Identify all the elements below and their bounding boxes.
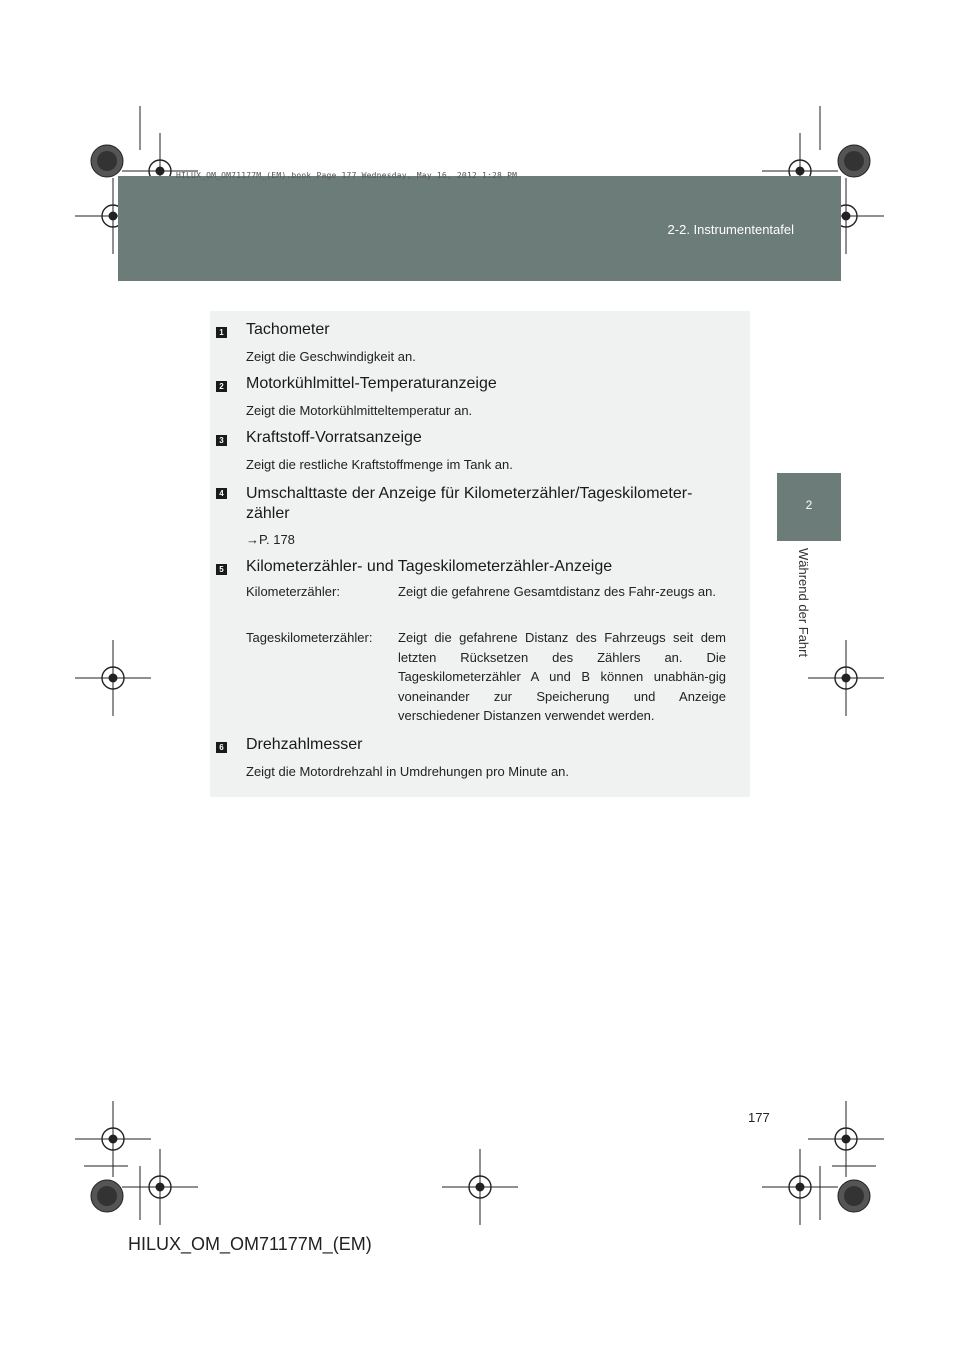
item-description: Zeigt die restliche Kraftstoffmenge im Tank an. (246, 457, 513, 472)
registration-burst-icon (838, 145, 870, 177)
registration-burst-icon (91, 1180, 123, 1212)
item-marker: 3 (216, 435, 227, 446)
item-title: Drehzahlmesser (246, 736, 363, 753)
legend-panel (210, 311, 750, 797)
registration-cross-icon (442, 1149, 518, 1225)
page-reference: →P. 178 (246, 532, 295, 547)
registration-cross-icon (808, 640, 884, 716)
page-number: 177 (748, 1110, 770, 1125)
item-title: Kilometerzähler- und Tageskilometerzähler-Anzeige (246, 558, 613, 575)
chapter-number: 2 (805, 498, 813, 512)
definition-term: Tageskilometerzähler: (246, 630, 373, 645)
item-marker: 6 (216, 742, 227, 753)
section-title: 2-2. Instrumententafel (667, 222, 794, 237)
item-title: Motorkühlmittel-Temperaturanzeige (246, 375, 497, 392)
definition-term: Kilometerzähler: (246, 584, 340, 599)
item-title: Kraftstoff-Vorratsanzeige (246, 429, 422, 446)
registration-burst-icon (91, 145, 123, 177)
print-info-line: HILUX_OM_OM71177M_(EM).book Page 177 Wednesday, May 16, 2012 1:28 PM (176, 171, 518, 180)
item-marker: 1 (216, 327, 227, 338)
definition-text: Zeigt die gefahrene Gesamtdistanz des Fahr-zeugs an. (398, 584, 716, 599)
registration-cross-icon (75, 640, 151, 716)
item-marker: 4 (216, 488, 227, 499)
item-marker: 5 (216, 564, 227, 575)
registration-cross-icon (762, 1149, 838, 1225)
definition-text: Zeigt die gefahrene Distanz des Fahrzeugs seit dem letzten Rücksetzen des Zählers an. Die Tageskilometerzähler A und B können unabhän-gig voneinander zur Speicherung und Anzeige verschiedener Distanzen verwendet werden. (398, 630, 726, 723)
document-code: HILUX_OM_OM71177M_(EM) (128, 1234, 372, 1254)
chapter-label: Während der Fahrt (796, 548, 811, 658)
item-marker: 2 (216, 381, 227, 392)
item-description: Zeigt die Motordrehzahl in Umdrehungen pro Minute an. (246, 764, 570, 779)
item-description: Zeigt die Geschwindigkeit an. (246, 349, 416, 364)
item-title-line: zähler (246, 505, 290, 522)
registration-burst-icon (838, 1180, 870, 1212)
registration-cross-icon (122, 1149, 198, 1225)
item-title: Tachometer (246, 321, 330, 338)
item-title-line: Umschalttaste der Anzeige für Kilometerzähler/Tageskilometer- (246, 485, 693, 502)
item-description: Zeigt die Motorkühlmitteltemperatur an. (246, 403, 473, 418)
